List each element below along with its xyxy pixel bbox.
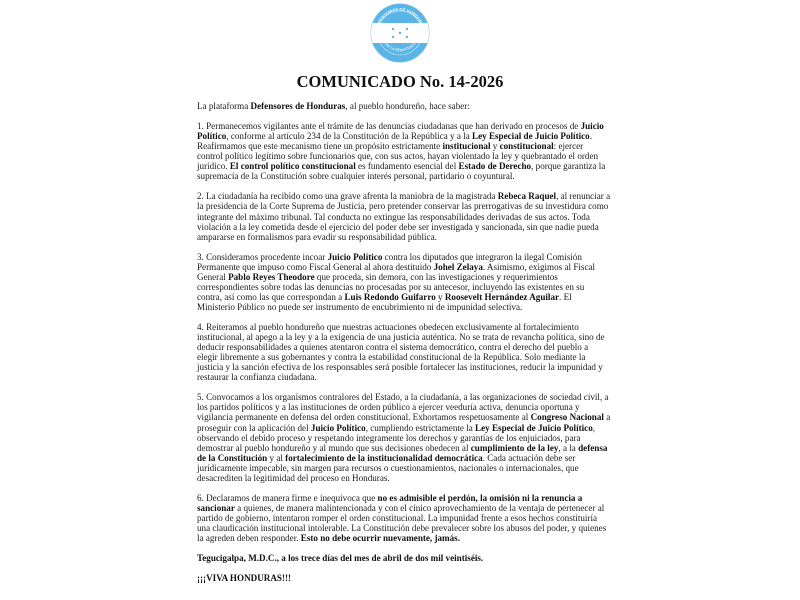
bold-text: Rebeca Raquel [497, 191, 557, 202]
bold-text: Johel Zelaya [433, 261, 483, 272]
bold-text: Roosevelt Hernández Aguilar [444, 291, 560, 302]
text: , porque garantiza la supremacía de la Constitución sobre cualquier interés personal, partidario o coyuntural. [197, 161, 606, 182]
slogan-text: ¡¡¡VIVA HONDURAS!!! [197, 573, 292, 584]
paragraph-4 [197, 322, 611, 382]
bold-text: cumplimiento de la ley [470, 442, 559, 453]
text: 5. Convocamos a los organismos contralores del Estado, a la ciudadanía, a las organizaciones de sociedad civil, a los partidos políticos y a las instituciones de orden público a ejercer veeduría activa, denuncia oportuna y vigilancia permanente en defensa del orden constitucional. Exhortamos respetuosamente al [197, 392, 609, 423]
bold-text: Congreso Nacional [530, 412, 604, 423]
bold-text: Juicio Político [197, 121, 604, 142]
paragraph-3 [197, 252, 611, 312]
bold-text: no es admisible el perdón, la omisión ni la renuncia a sancionar [197, 492, 583, 513]
text: 3. Consideramos procedente incoar [197, 251, 328, 262]
svg-text:DEFENSORES DE HONDURAS: DEFENSORES DE HONDURAS [374, 6, 426, 30]
bold-text: Pablo Reyes Theodore [228, 271, 315, 282]
paragraph-6 [197, 493, 611, 543]
document-body [197, 101, 611, 593]
text: 4. Reiteramos al pueblo hondureño que nuestras actuaciones obedecen exclusivamente al fortalecimiento institucional, al apego a la ley y a la exigencia de una justicia auténtica. No se trata de revancha política, sino de deducir responsabilidades a quienes atentaron contra el sistema democrático, contra el derecho del pueblo a elegir libremente a sus gobernantes y contra la estabilidad constitucional de la República. Solo mediante la justicia y la sanción efectiva de los responsables será posible fortalecer las instituciones, reducir la impunidad y restaurar la confianza ciudadana. [197, 322, 605, 383]
paragraph-2 [197, 191, 611, 241]
honduras-flag-seal-icon [369, 2, 431, 64]
text: , a la [558, 442, 579, 453]
bold-text: institucional [442, 141, 491, 152]
text: . Asimismo, exigimos al Fiscal General [197, 261, 596, 282]
place-date-text: Tegucigalpa, M.D.C., a los trece días del mes de abril de dos mil veintiséis. [197, 553, 484, 564]
bold-text: fortalecimiento de la institucionalidad democrática [285, 452, 483, 463]
org-name: Defensores de Honduras [250, 101, 346, 111]
bold-text: Esto no debe ocurrir nuevamente, jamás. [300, 533, 460, 544]
intro-paragraph [197, 101, 611, 111]
text: 1. Permanecemos vigilantes ante el trámite de las denuncias ciudadanas que han derivado en procesos de [197, 121, 581, 132]
bold-text: Juicio Político [310, 422, 366, 433]
bold-text: Ley Especial de Juicio Político [475, 422, 593, 433]
text: 2. La ciudadanía ha recibido como una grave afrenta la maniobra de la magistrada [197, 191, 498, 202]
text: que proceda, sin demora, con las investigaciones y requerimientos correspondientes sobre todas las denuncias no procesadas por su antecesor, incluyendo las existentes en su contra, así como las que correspondan a [197, 271, 585, 302]
document-title: COMUNICADO No. 14-2026 [296, 72, 504, 91]
paragraph-1 [197, 121, 611, 181]
text: , al renunciar a la presidencia de la Corte Suprema de Justicia, pero pretender conservar las prerrogativas de su investidura como integrante del máximo tribunal. Tal conducta no extingue las responsabilidades derivadas de sus actos. Toda violación a la ley cometida desde el ejercicio del poder debe ser investigada y sancionada, sin que nadie pueda ampararse en formalismos para evadir su responsabilidad pública. [197, 191, 611, 242]
text: , observando el debido proceso y respetando íntegramente los derechos y garantías de los enjuiciados, para demostrar al pueblo hondureño y al mundo que sus decisiones obedecen al [197, 422, 596, 453]
text: , al pueblo hondureño, hace saber: [345, 101, 470, 111]
bold-text: defensa de la Constitución [197, 442, 608, 463]
bold-text: Ley Especial de Juicio Político [472, 131, 590, 142]
place-date [197, 553, 611, 563]
text: a proseguir con la aplicación del [197, 412, 611, 433]
paragraph-5 [197, 392, 611, 482]
bold-text: Juicio Político [327, 251, 383, 262]
text: 6. Declaramos de manera firme e inequívoca que [197, 492, 378, 503]
text: , conforme al artículo 234 de la Constitución de la República y a la [226, 131, 473, 142]
slogan [197, 573, 611, 583]
text: y al [267, 452, 286, 463]
text: . Reafirmamos que este mecanismo tiene un propósito estrictamente [197, 131, 593, 152]
text: La plataforma [197, 101, 251, 111]
bold-text: Estado de Derecho [458, 161, 532, 172]
bold-text: El control político constitucional [229, 161, 356, 172]
organization-logo [369, 2, 431, 64]
text: contra los diputados que integraron la ilegal Comisión Permanente que impuso como Fiscal General al ahora destituido [197, 251, 582, 272]
bold-text: constitucional [499, 141, 554, 152]
text: y [435, 291, 445, 302]
text: . Cada actuación debe ser jurídicamente impecable, sin margen para recursos o cuestionamientos, nacionales o internacionales, que desacrediten la legitimidad del proceso en Honduras. [197, 452, 579, 483]
bold-text: Luis Redondo Guifarro [344, 291, 436, 302]
text: , cumpliendo estrictamente la [365, 422, 476, 433]
text: a quienes, de manera malintencionada y con el cínico aprovechamiento de la ventaja de pertenecer al partido de gobierno, intentaron romper el orden constitucional. La impunidad frente a esos hechos constituiría una claudicación institucional intolerable. La Constitución debe prevalecer sobre los abusos del poder, y quienes la agreden deben responder. [197, 502, 607, 544]
text: : ejercer control político legítimo sobre funcionarios que, con sus actos, hayan violentado la ley y quebrantado el orden jurídico. [197, 141, 599, 172]
text: y [490, 141, 500, 152]
text: . El Ministerio Público no puede ser instrumento de encubrimiento ni de impunidad selectiva. [197, 291, 572, 312]
text: es fundamento esencial del [355, 161, 459, 172]
svg-text:POR LA DEMOCRACIA: POR LA DEMOCRACIA [382, 40, 418, 53]
